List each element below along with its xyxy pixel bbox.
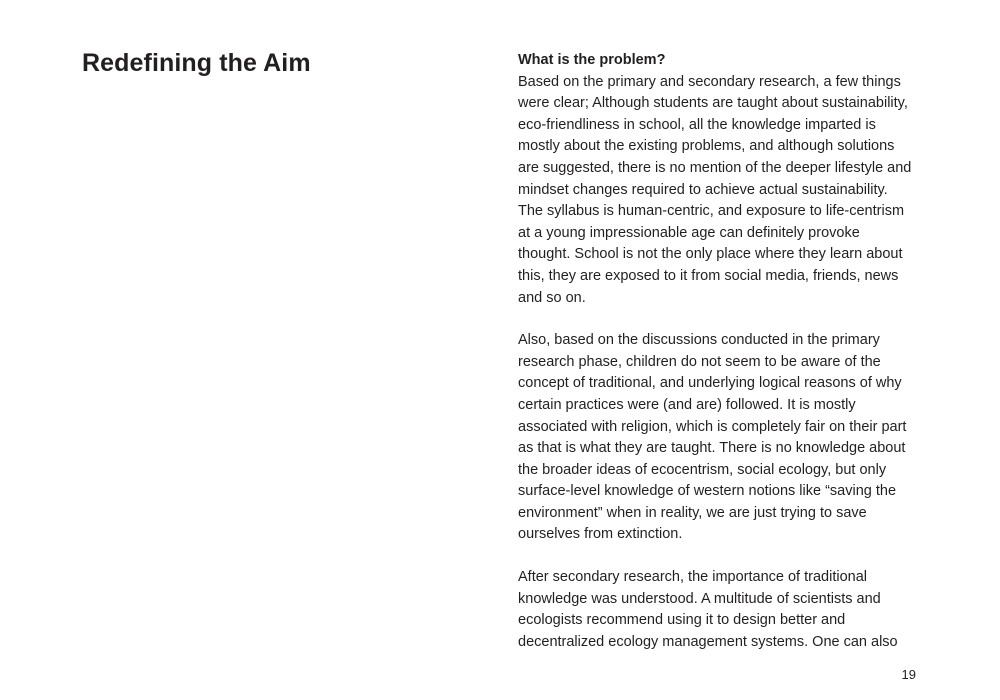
paragraph-spacer — [518, 309, 916, 330]
page-title: Redefining the Aim — [82, 49, 311, 77]
paragraph-spacer — [518, 546, 916, 567]
body-paragraph-1: Based on the primary and secondary research, a few things were clear; Although students are taught about sustainability, eco-friendliness in school, all the knowledge imparted is mostly about the existing problems, and although solutions are suggested, there is no mention of the deeper lifestyle and mindset changes required to achieve actual sustainability. The syllabus is human-centric, and exposure to life-centrism at a young impressionable age can definitely provoke thought. School is not the only place where they learn about this, they are exposed to it from social media, friends, news and so on. — [518, 73, 912, 306]
body-paragraph-3: After secondary research, the importance of traditional knowledge was understood. A multitude of scientists and ecologists recommend using it to design better and decentralized ecology management systems. One can also — [518, 569, 898, 650]
body-column — [518, 50, 916, 653]
left-column — [82, 48, 482, 78]
body-paragraph-2: Also, based on the discussions conducted in the primary research phase, children do not seem to be aware of the concept of traditional, and underlying logical reasons of why certain practices were (and are) followed. It is mostly associated with religion, which is completely fair on their part as that is what they are taught. There is no knowledge about the broader ideas of ecocentrism, social ecology, but only surface-level knowledge of western notions like “saving the environment” when in reality, we are just trying to save ourselves from extinction. — [518, 332, 907, 543]
section-subheading: What is the problem? — [518, 52, 666, 68]
page-number: 19 — [901, 667, 916, 682]
